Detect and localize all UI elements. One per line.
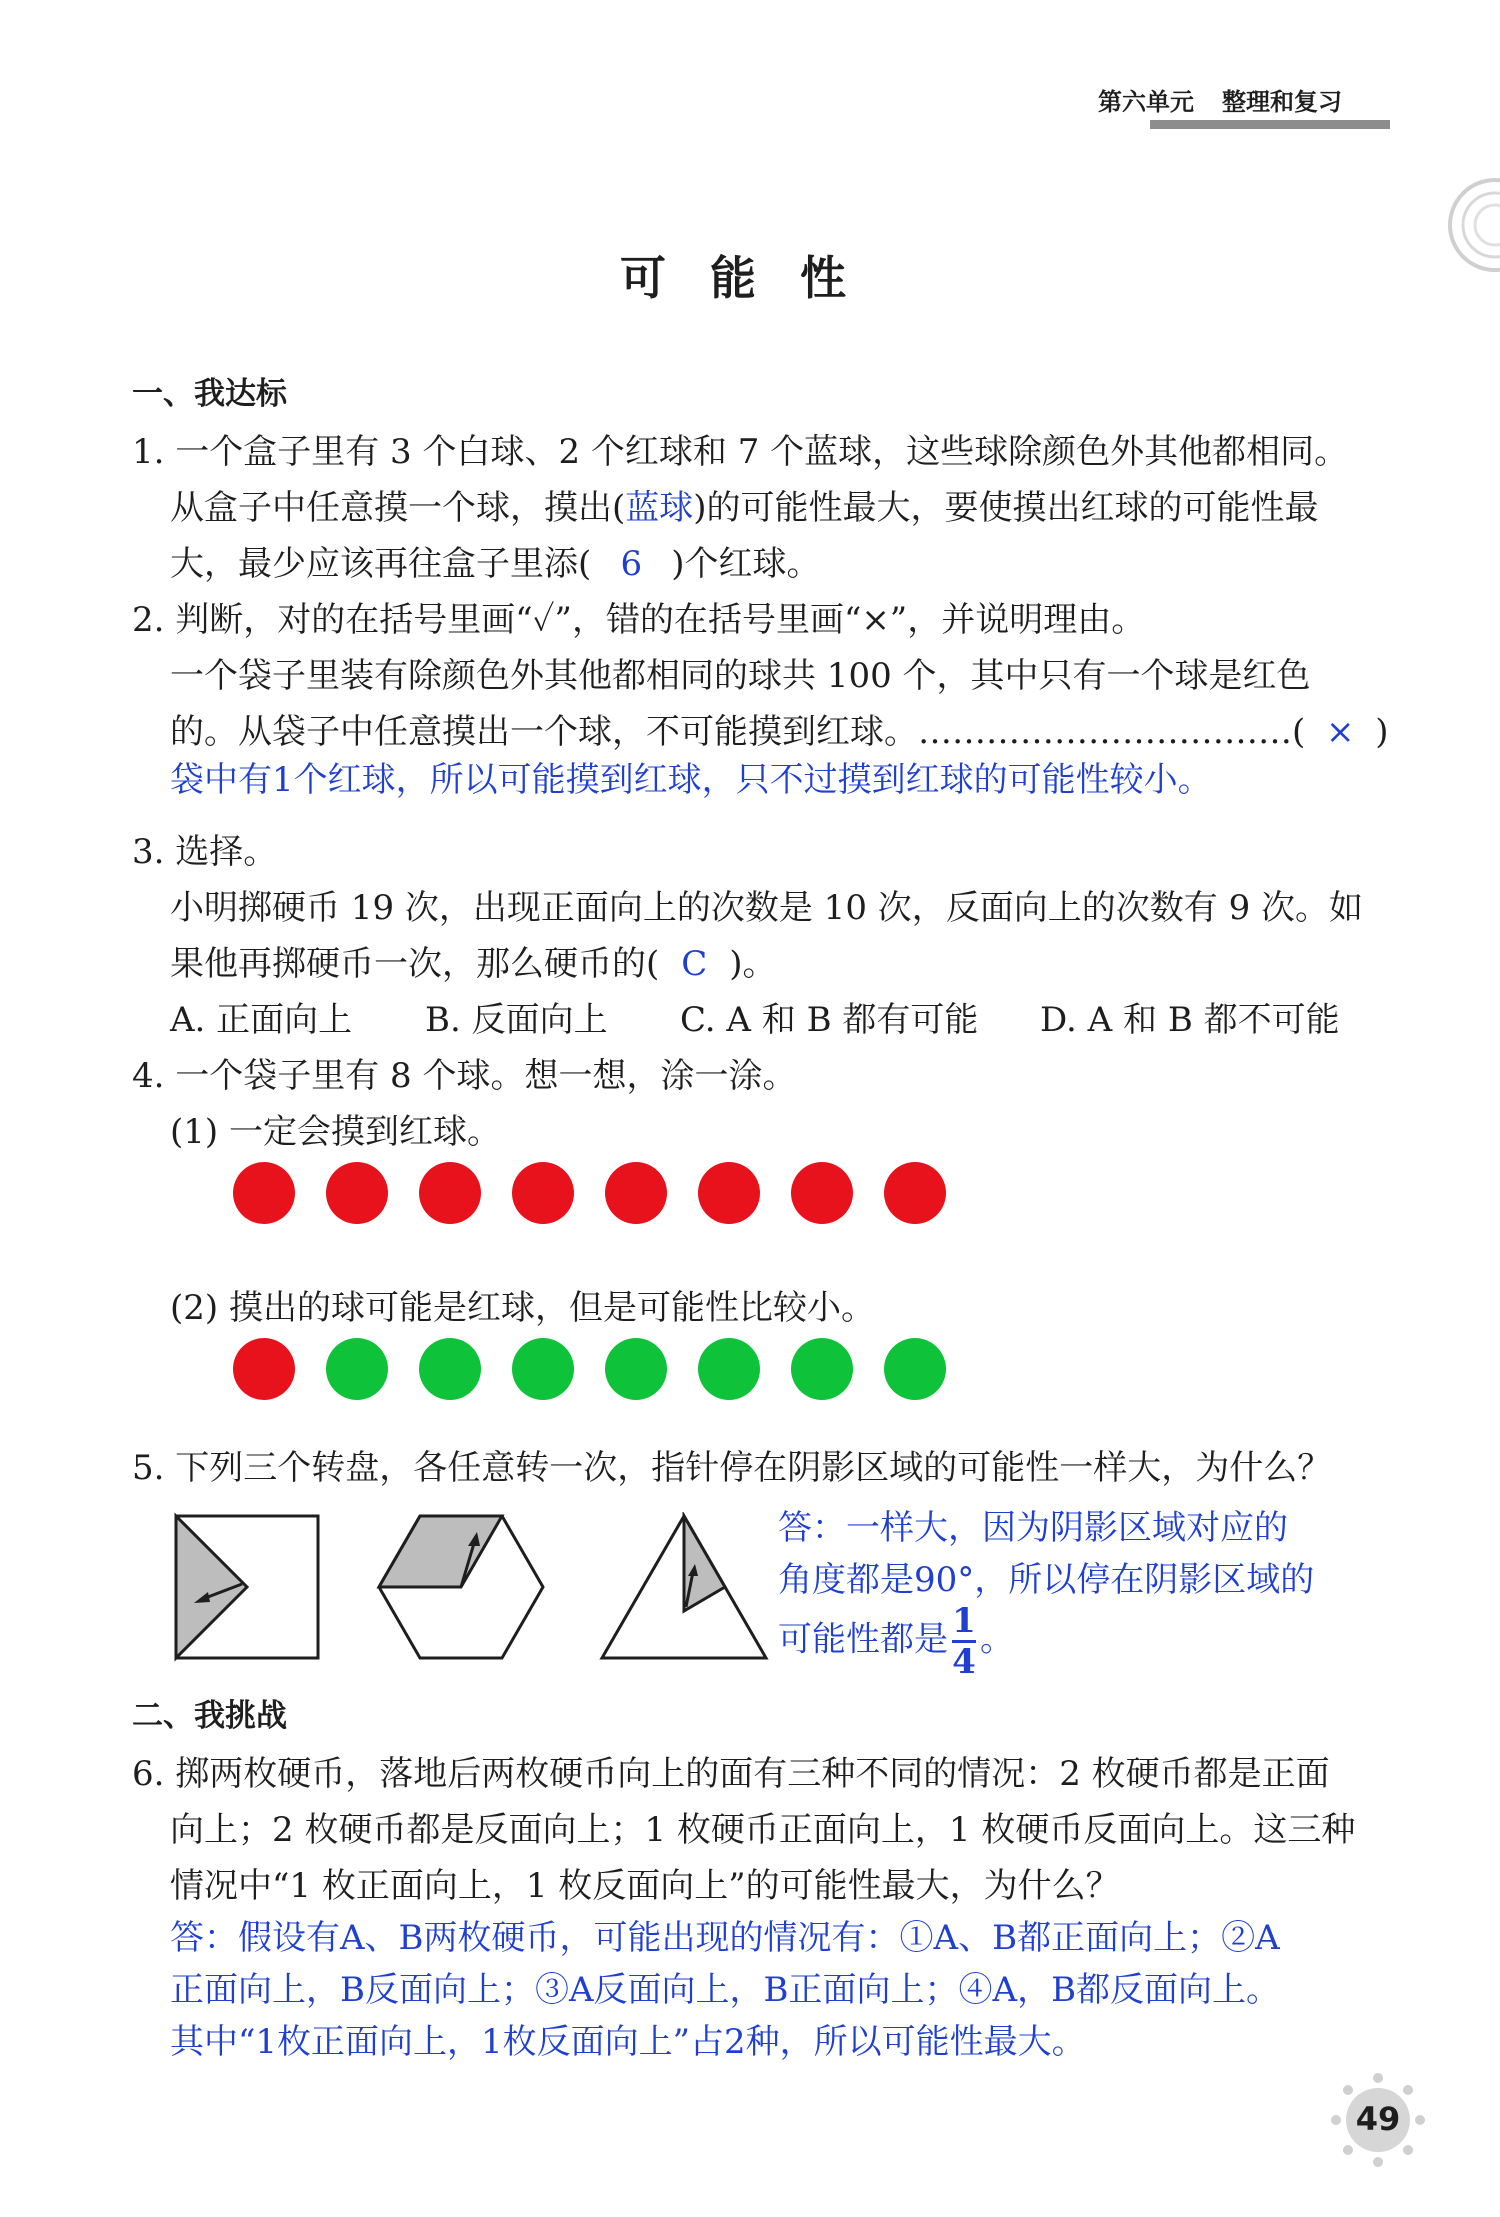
hexagon-spinner (375, 1512, 547, 1662)
q2-line2: 一个袋子里装有除颜色外其他都相同的球共 100 个，其中只有一个球是红色 (170, 656, 1311, 696)
page-number: 49 (1355, 2100, 1401, 2138)
green-ball (605, 1338, 667, 1400)
red-ball (791, 1162, 853, 1224)
q2-mark: × (1326, 712, 1355, 752)
red-ball (233, 1162, 295, 1224)
q1-answer2: 6 (620, 544, 643, 584)
q2-reason: 袋中有1个红球，所以可能摸到红球，只不过摸到红球的可能性较小。 (170, 760, 1212, 800)
header-section: 整理和复习 (1222, 88, 1342, 116)
q1-line2: 从盒子中任意摸一个球，摸出(蓝球)的可能性最大，要使摸出红球的可能性最 (170, 488, 1319, 528)
page-title: 可 能 性 (620, 251, 861, 305)
green-ball (512, 1338, 574, 1400)
green-ball (791, 1338, 853, 1400)
q3-line3: 果他再掷硬币一次，那么硬币的( C )。 (170, 944, 777, 984)
q3-option-d: D. A 和 B 都不可能 (1040, 1000, 1340, 1040)
green-ball (419, 1338, 481, 1400)
q5-line1: 5. 下列三个转盘，各任意转一次，指针停在阴影区域的可能性一样大，为什么？ (132, 1448, 1332, 1488)
square-spinner (172, 1512, 324, 1664)
q6-line2: 向上；2 枚硬币都是反面向上；1 枚硬币正面向上，1 枚硬币反面向上。这三种 (170, 1810, 1356, 1850)
q5-fraction: $\frac{1}{4}$ (952, 1601, 976, 1682)
green-ball (326, 1338, 388, 1400)
red-ball (326, 1162, 388, 1224)
q6-answer-line2: 正面向上，B反面向上；③A反面向上，B正面向上；④A，B都反面向上。 (170, 1970, 1281, 2010)
q2-line1: 2. 判断，对的在括号里画“✓”，错的在括号里画“×”，并说明理由。 (132, 600, 1146, 640)
q6-line1: 6. 掷两枚硬币，落地后两枚硬币向上的面有三种不同的情况：2 枚硬币都是正面 (132, 1754, 1330, 1794)
q1-line3: 大，最少应该再往盒子里添( 6 )个红球。 (170, 544, 821, 584)
header-rule (1150, 120, 1390, 129)
red-ball (512, 1162, 574, 1224)
q2-line3: 的。从袋子中任意摸出一个球，不可能摸到红球。……………………………( × ) (170, 712, 1389, 752)
red-ball (419, 1162, 481, 1224)
green-ball (884, 1338, 946, 1400)
q3-option-b: B. 反面向上 (425, 1000, 608, 1040)
q3-option-c: C. A 和 B 都有可能 (680, 1000, 979, 1040)
section1-heading: 一、我达标 (132, 376, 287, 412)
q1-answer1: 蓝球 (625, 488, 694, 528)
q6-line3: 情况中“1 枚正面向上，1 枚反面向上”的可能性最大，为什么？ (170, 1866, 1120, 1906)
q3-line1: 3. 选择。 (132, 832, 278, 872)
q3-option-a: A. 正面向上 (170, 1000, 353, 1040)
q1-line1: 1. 一个盒子里有 3 个白球、2 个红球和 7 个蓝球，这些球除颜色外其他都相同。 (132, 432, 1349, 472)
red-ball (233, 1338, 295, 1400)
q6-answer-line3: 其中“1枚正面向上，1枚反面向上”占2种，所以可能性最大。 (170, 2022, 1086, 2062)
header-unit: 第六单元 (1098, 88, 1194, 116)
q5-answer-line1: 答：一样大，因为阴影区域对应的 (778, 1508, 1288, 1548)
triangle-spinner (598, 1512, 770, 1662)
q5-answer-line2: 角度都是90°，所以停在阴影区域的 (778, 1560, 1315, 1600)
swirl-decoration-icon (1440, 170, 1500, 280)
q6-answer-line1: 答：假设有A、B两枚硬币，可能出现的情况有：①A、B都正面向上；②A (170, 1918, 1280, 1958)
q5-answer-line3: 可能性都是 $\frac{1}{4}$ 。 (778, 1601, 1014, 1682)
section2-heading: 二、我挑战 (132, 1698, 287, 1734)
red-ball (605, 1162, 667, 1224)
red-ball (884, 1162, 946, 1224)
q4-line1: 4. 一个袋子里有 8 个球。想一想，涂一涂。 (132, 1056, 797, 1096)
q3-line2: 小明掷硬币 19 次，出现正面向上的次数是 10 次，反面向上的次数有 9 次。如 (170, 888, 1364, 928)
q4-part2: (2) 摸出的球可能是红球，但是可能性比较小。 (170, 1288, 875, 1328)
q4-part1: (1) 一定会摸到红球。 (170, 1112, 501, 1152)
q3-answer: C (681, 944, 708, 984)
red-ball (698, 1162, 760, 1224)
green-ball (698, 1338, 760, 1400)
